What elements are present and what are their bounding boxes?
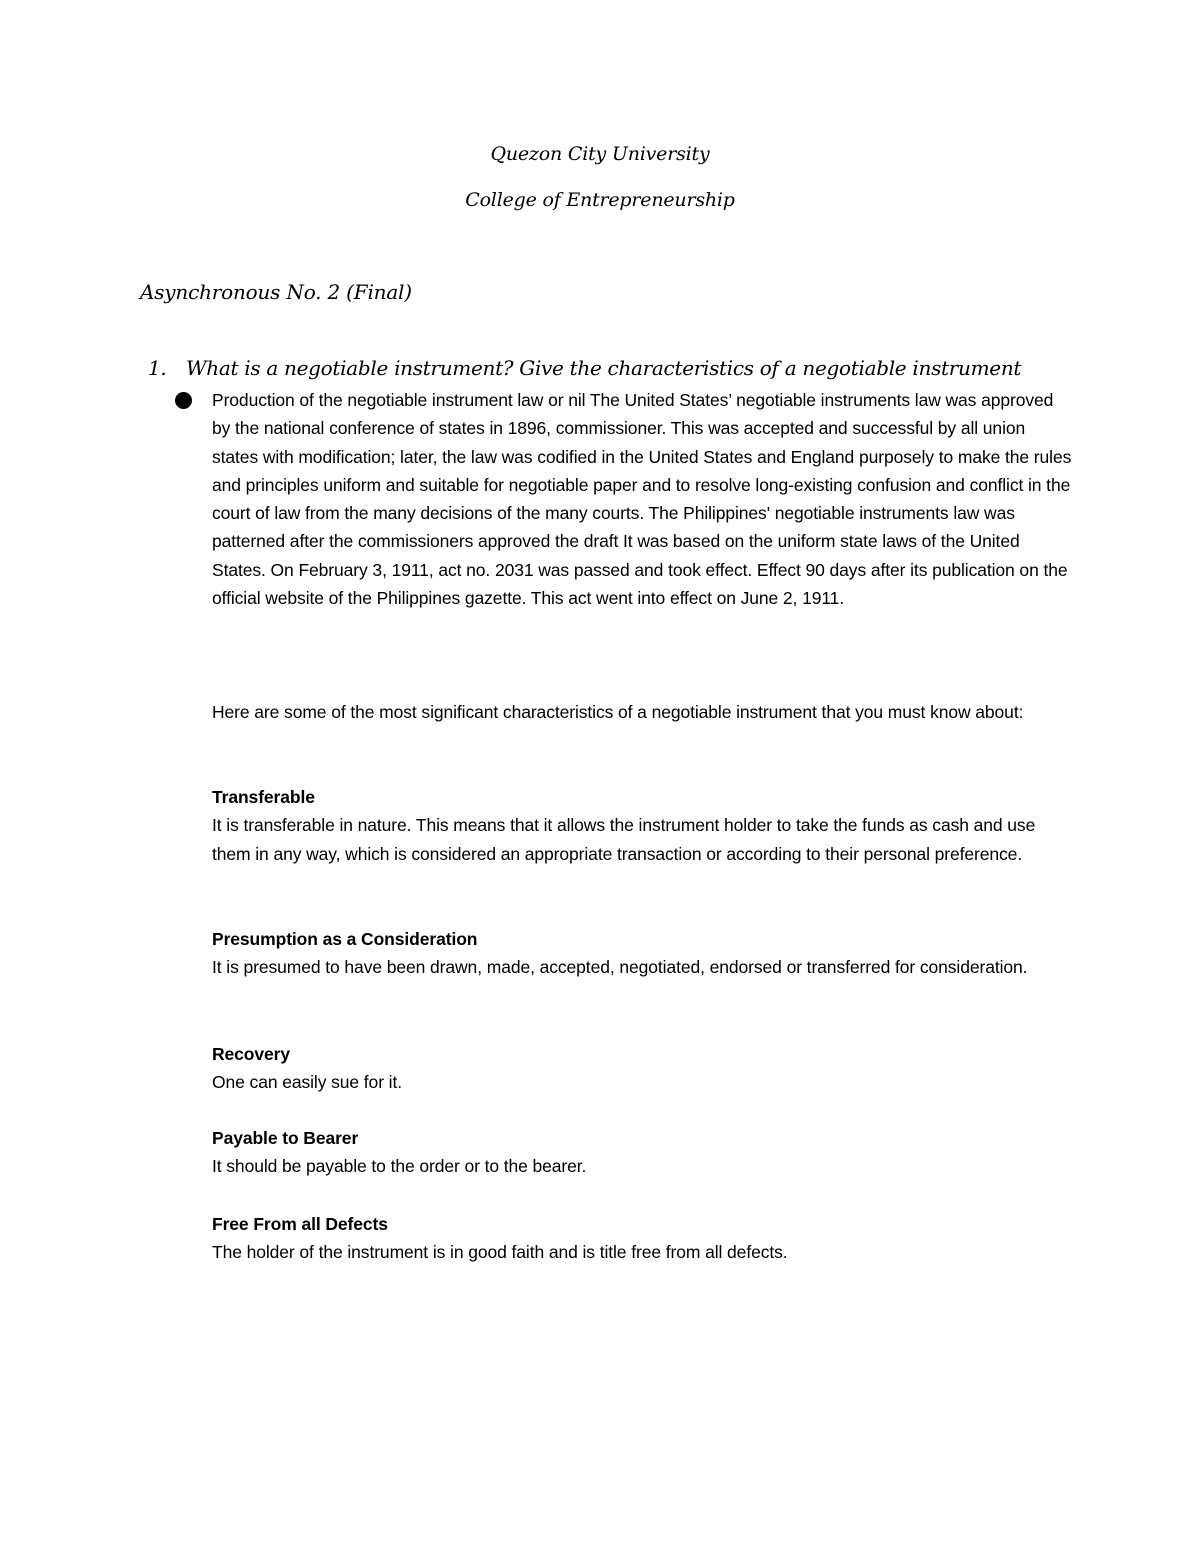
university-name: Quezon City University xyxy=(490,143,710,165)
characteristic-description: The holder of the instrument is in good faith and is title free from all defects. xyxy=(212,1242,788,1263)
question-number: 1. xyxy=(148,356,167,380)
characteristic-item xyxy=(212,1124,1072,1181)
college-name: College of Entrepreneurship xyxy=(465,189,735,211)
characteristic-title: Payable to Bearer xyxy=(212,1128,359,1148)
characteristic-description: It is presumed to have been drawn, made, accepted, negotiated, endorsed or transferred for consideration. xyxy=(212,957,1028,978)
question-item xyxy=(148,356,1021,380)
question-text: What is a negotiable instrument? Give the characteristics of a negotiable instrument xyxy=(186,356,1022,380)
characteristic-item xyxy=(212,1210,1072,1267)
characteristic-item xyxy=(212,925,1072,982)
characteristic-item xyxy=(212,1040,1072,1097)
characteristic-description: It is transferable in nature. This means that it allows the instrument holder to take the funds as cash and use them in any way, which is considered an appropriate transaction or according to their personal preference. xyxy=(212,815,1036,864)
characteristics-lead-paragraph: Here are some of the most significant characteristics of a negotiable instrument that you must know about: xyxy=(212,702,1024,722)
assignment-title: Asynchronous No. 2 (Final) xyxy=(140,280,412,304)
characteristic-item xyxy=(212,783,1072,868)
characteristic-description: One can easily sue for it. xyxy=(212,1072,402,1093)
characteristic-title: Presumption as a Consideration xyxy=(212,929,478,949)
characteristic-description: It should be payable to the order or to the bearer. xyxy=(212,1156,587,1177)
characteristic-title: Recovery xyxy=(212,1044,291,1064)
characteristic-title: Free From all Defects xyxy=(212,1214,388,1234)
characteristic-title: Transferable xyxy=(212,787,315,807)
bullet-dot-icon xyxy=(175,392,192,409)
answer-intro-paragraph: Production of the negotiable instrument law or nil The United States’ negotiable instruments law was approved by the national conference of states in 1896, commissioner. This was accepted and successful by all union states with modification; later, the law was codified in the United States and England purposely to make the rules and principles uniform and suitable for negotiable paper and to resolve long-existing confusion and conflict in the court of law from the many decisions of the many courts. The Philippines' negotiable instruments law was patterned after the commissioners approved the draft It was based on the uniform state laws of the United States. On February 3, 1911, act no. 2031 was passed and took effect. Effect 90 days after its publication on the official website of the Philippines gazette. This act went into effect on June 2, 1911. xyxy=(212,390,1072,609)
